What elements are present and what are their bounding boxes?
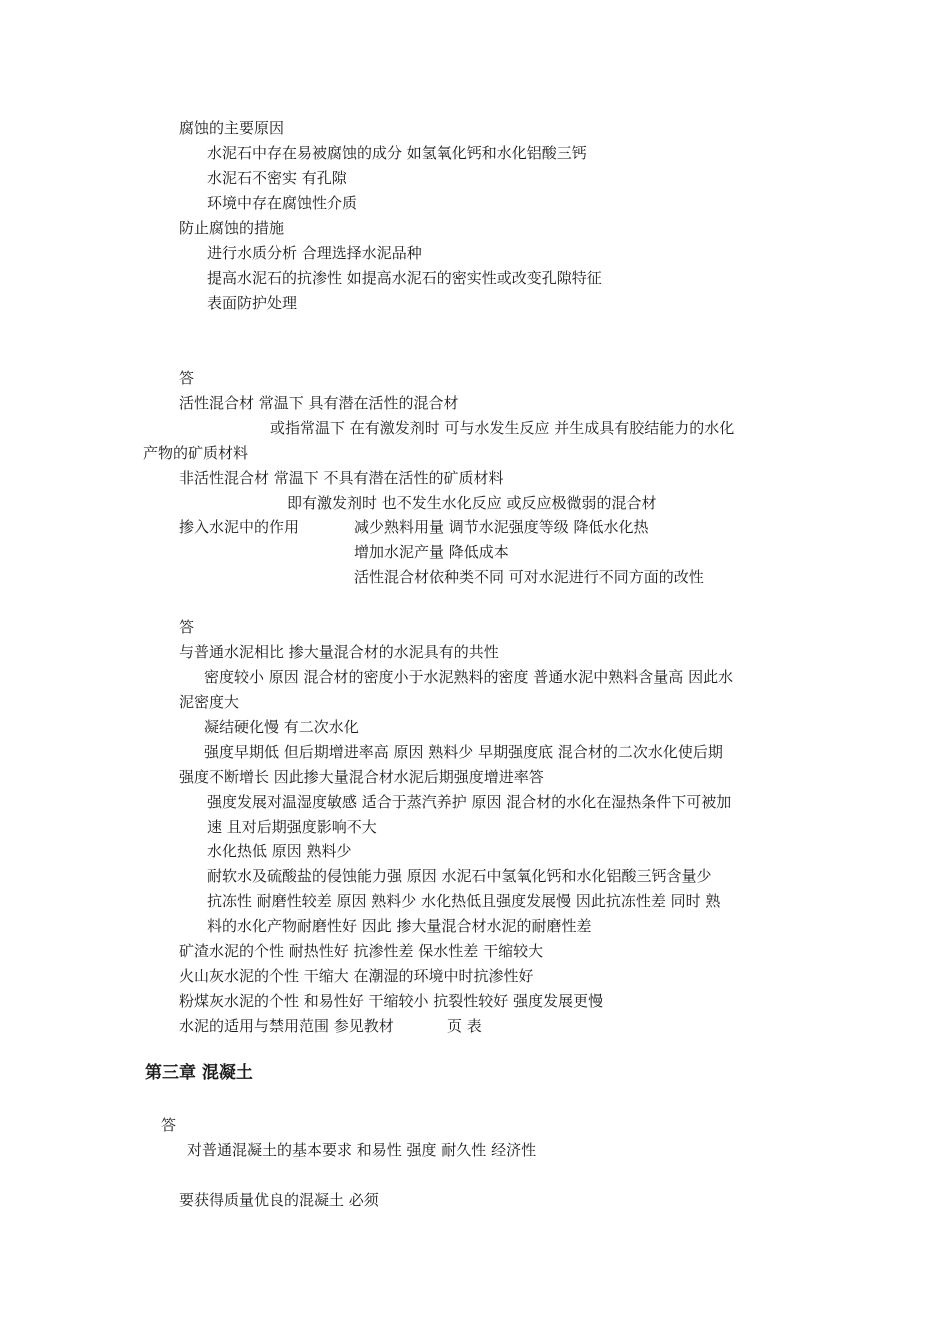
property-line: 耐软水及硫酸盐的侵蚀能力强 原因 水泥石中氢氧化钙和水化铝酸三钙含量少 — [207, 867, 712, 885]
inactive-admixture-def: 非活性混合材 常温下 不具有潜在活性的矿质材料 — [179, 469, 504, 487]
prevention-item-3: 表面防护处理 — [207, 294, 298, 312]
property-line: 凝结硬化慢 有二次水化 — [204, 718, 359, 736]
property-line: 水化热低 原因 熟料少 — [207, 842, 352, 860]
role-item-2: 增加水泥产量 降低成本 — [354, 543, 509, 561]
common-properties-intro: 与普通水泥相比 掺大量混合材的水泥具有的共性 — [179, 643, 499, 661]
property-line: 泥密度大 — [179, 693, 240, 711]
concrete-requirements: 对普通混凝土的基本要求 和易性 强度 耐久性 经济性 — [187, 1141, 537, 1159]
property-line: 强度发展对温湿度敏感 适合于蒸汽养护 原因 混合材的水化在湿热条件下可被加 — [207, 793, 732, 811]
active-admixture-def-cont: 或指常温下 在有激发剂时 可与水发生反应 并生成具有胶结能力的水化 — [270, 419, 735, 437]
property-line: 强度早期低 但后期增进率高 原因 熟料少 早期强度底 混合材的二次水化使后期 — [204, 743, 723, 761]
prevention-item-2: 提高水泥石的抗渗性 如提高水泥石的密实性或改变孔隙特征 — [207, 269, 602, 287]
flyash-cement-traits: 粉煤灰水泥的个性 和易性好 干缩较小 抗裂性较好 强度发展更慢 — [179, 992, 604, 1010]
answer-label: 答 — [179, 369, 195, 387]
prevention-item-1: 进行水质分析 合理选择水泥品种 — [207, 244, 422, 262]
property-line: 密度较小 原因 混合材的密度小于水泥熟料的密度 普通水泥中熟料含量高 因此水 — [204, 668, 734, 686]
role-label: 掺入水泥中的作用 — [179, 518, 300, 536]
corrosion-cause-3: 环境中存在腐蚀性介质 — [207, 194, 358, 212]
corrosion-causes-title: 腐蚀的主要原因 — [179, 119, 285, 137]
prevention-title: 防止腐蚀的措施 — [179, 219, 285, 237]
active-admixture-def: 活性混合材 常温下 具有潜在活性的混合材 — [179, 394, 459, 412]
property-line: 抗冻性 耐磨性较差 原因 熟料少 水化热低且强度发展慢 因此抗冻性差 同时 熟 — [207, 892, 721, 910]
page-reference: 页 表 — [447, 1017, 482, 1035]
chapter-heading: 第三章 混凝土 — [145, 1063, 253, 1083]
role-item-1: 减少熟料用量 调节水泥强度等级 降低水化热 — [354, 518, 649, 536]
corrosion-cause-2: 水泥石不密实 有孔隙 — [207, 169, 347, 187]
slag-cement-traits: 矿渣水泥的个性 耐热性好 抗渗性差 保水性差 干缩较大 — [179, 942, 544, 960]
property-line: 速 且对后期强度影响不大 — [207, 818, 377, 836]
property-line: 强度不断增长 因此掺大量混合材水泥后期强度增进率答 — [179, 768, 544, 786]
role-item-3: 活性混合材依种类不同 可对水泥进行不同方面的改性 — [354, 568, 704, 586]
concrete-quality-note: 要获得质量优良的混凝土 必须 — [179, 1191, 379, 1209]
answer-label: 答 — [161, 1116, 177, 1134]
pozzolan-cement-traits: 火山灰水泥的个性 干缩大 在潮湿的环境中时抗渗性好 — [179, 967, 534, 985]
usage-scope: 水泥的适用与禁用范围 参见教材 — [179, 1017, 394, 1035]
answer-label: 答 — [179, 618, 195, 636]
active-admixture-def-end: 产物的矿质材料 — [143, 444, 249, 462]
property-line: 料的水化产物耐磨性好 因此 掺大量混合材水泥的耐磨性差 — [207, 917, 592, 935]
inactive-admixture-def-cont: 即有激发剂时 也不发生水化反应 或反应极微弱的混合材 — [287, 494, 657, 512]
corrosion-cause-1: 水泥石中存在易被腐蚀的成分 如氢氧化钙和水化铝酸三钙 — [207, 144, 587, 162]
